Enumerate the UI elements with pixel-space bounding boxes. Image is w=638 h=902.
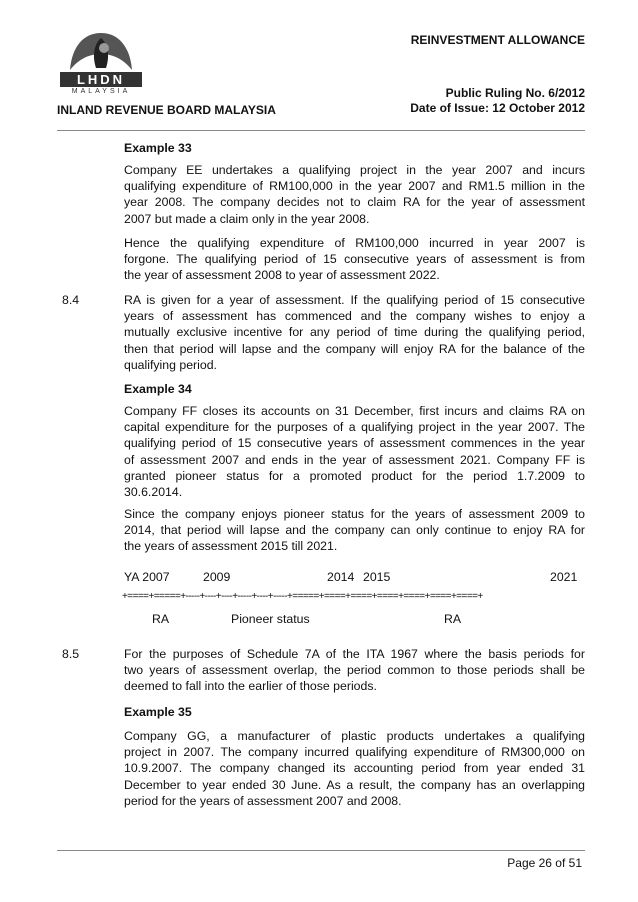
- timeline-label-pioneer: Pioneer status: [231, 612, 310, 626]
- footer-rule: [57, 850, 585, 851]
- organization-name: INLAND REVENUE BOARD MALAYSIA: [57, 103, 276, 117]
- header-rule: [57, 130, 585, 131]
- timeline-2009: 2009: [203, 570, 231, 584]
- ruling-number: Public Ruling No. 6/2012: [445, 86, 585, 100]
- example-34-title: Example 34: [124, 382, 192, 396]
- example-34-paragraph-1: Company FF closes its accounts on 31 December, first incurs and claims RA on capital expenditure for the purposes of a qualifying project in the year 2007. The qualifying period of 15 consecutive years of assessment commences in the year of assessment 2007 and ends in the year of assessment 2021. Company FF is granted pioneer status for a promoted product for the period 1.7.2009 to 30.6.2014.: [124, 404, 585, 500]
- document-title: REINVESTMENT ALLOWANCE: [410, 33, 585, 47]
- timeline-label-ra-2: RA: [444, 612, 462, 626]
- page-number: Page 26 of 51: [507, 856, 582, 870]
- timeline-label-ra-1: RA: [152, 612, 170, 626]
- logo-subtext: MALAYSIA: [71, 88, 131, 95]
- timeline-bar: +====+=====+-----+----+----+-----+----+-----+=====+====+====+====+====+====+====+: [122, 591, 483, 602]
- example-33-paragraph-1: Company EE undertakes a qualifying project in the year 2007 and incurs qualifying expenditure of RM100,000 in the year 2007 and RM1.5 million in the year 2008. The company decides not to claim RA for the year of assessment 2007 but made a claim only in the year 2008.: [124, 163, 585, 226]
- section-8-5-number: 8.5: [62, 647, 80, 661]
- example-34-paragraph-2: Since the company enjoys pioneer status for the years of assessment 2009 to 2014, that period will lapse and the company can only continue to enjoy RA for the years of assessment 2015 till 2021.: [124, 507, 585, 554]
- example-33-title: Example 33: [124, 141, 192, 155]
- section-8-4-number: 8.4: [62, 293, 80, 307]
- example-33-paragraph-2: Hence the qualifying expenditure of RM100,000 incurred in year 2007 is forgone. The qualifying period of 15 consecutive years of assessment is from the year of assessment 2008 to year of assessment 2022.: [124, 236, 585, 283]
- timeline-2014: 2014: [327, 570, 355, 584]
- timeline-ya2007: YA 2007: [124, 570, 170, 584]
- example-35-paragraph-1: Company GG, a manufacturer of plastic products undertakes a qualifying project in 2007. The company incurred qualifying expenditure of RM300,000 on 10.9.2007. The company changed its accounting period from year ended 31 December to year ended 30 June. As a result, the company has an overlapping period for the years of assessment 2007 and 2008.: [124, 729, 585, 808]
- timeline-2015: 2015: [363, 570, 391, 584]
- section-8-5-text: For the purposes of Schedule 7A of the ITA 1967 where the basis periods for two years of assessment overlap, the period common to those periods shall be deemed to fall into the earlier of those periods.: [124, 647, 585, 694]
- section-8-4-text: RA is given for a year of assessment. If the qualifying period of 15 consecutive years of assessment has commenced and the company wishes to enjoy a mutually exclusive incentive for any period of time during the qualifying period, then that period will lapse and the company will enjoy RA for the balance of the qualifying period.: [124, 293, 585, 372]
- example-35-title: Example 35: [124, 705, 192, 719]
- timeline-2021: 2021: [550, 570, 578, 584]
- issue-date: Date of Issue: 12 October 2012: [410, 101, 585, 115]
- logo-text: LHDN: [60, 72, 142, 87]
- lhdn-logo: [60, 30, 142, 100]
